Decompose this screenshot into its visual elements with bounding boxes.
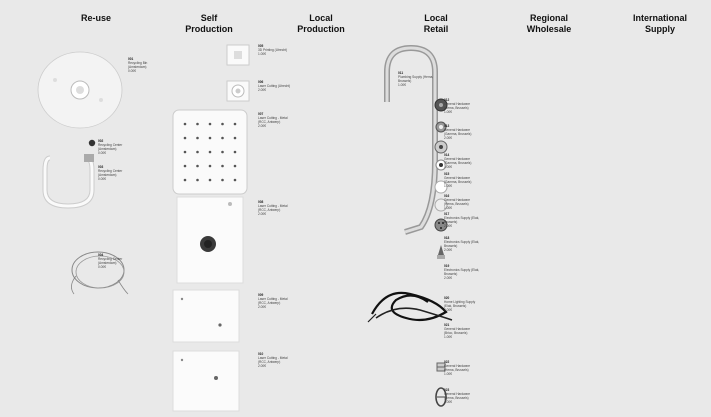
column-header-local-production: Local Production: [297, 13, 345, 34]
item-label: [98, 139, 134, 155]
item-description: General Hardware (Hema, Brussels): [444, 392, 471, 400]
item-label: [444, 323, 480, 339]
item-description: Laser Cutting - Metal (RCC, Antwerp): [258, 297, 288, 305]
column-header-international-supply: International Supply: [632, 13, 687, 34]
item-price: 2.00€: [444, 136, 452, 140]
self-perforated-plate-object: [172, 109, 248, 195]
self-small-plate-object: [226, 44, 250, 66]
item-label: [444, 98, 480, 114]
item-price: 2.00€: [444, 224, 452, 228]
column-header-self-production: Self Production: [185, 13, 233, 34]
item-price: 1.00€: [444, 184, 452, 188]
item-description: General Hardware (Brico, Brussels): [444, 327, 471, 335]
item-code: 015: [444, 172, 450, 176]
reuse-lamp-shade-object: [35, 50, 125, 130]
item-code: 011: [398, 71, 404, 75]
item-label: [444, 124, 480, 140]
item-code: 002: [98, 139, 104, 143]
item-code: 014: [444, 153, 450, 157]
item-description: General Hardware (Hema, Brussels): [444, 102, 471, 110]
item-code: 001: [128, 57, 134, 61]
reuse-u-bracket-object: [40, 150, 100, 212]
item-price: 0.00€: [98, 265, 106, 269]
self-long-plate-2-object: [172, 350, 240, 412]
item-code: 013: [444, 124, 450, 128]
item-code: 022: [444, 360, 450, 364]
item-price: 1.00€: [444, 335, 452, 339]
item-label: [128, 57, 164, 73]
item-code: 009: [258, 293, 264, 297]
item-label: [444, 153, 480, 169]
column-header-local-retail: Local Retail: [423, 13, 449, 34]
item-price: 1.00€: [444, 400, 452, 404]
item-price: 2.00€: [258, 88, 266, 92]
item-description: Recycling Center (Amsterdam): [98, 257, 123, 265]
item-code: 008: [258, 200, 264, 204]
self-long-plate-1-object: [172, 289, 240, 343]
item-description: Electronics Supply (Elak, Brussels): [444, 216, 480, 224]
self-plate-with-hole-object: [176, 196, 244, 284]
item-description: General Hardware (Gamma, Brussels): [444, 176, 472, 184]
retail-cable-bundle-object: [366, 284, 456, 326]
item-code: 005: [258, 44, 264, 48]
item-label: [444, 296, 480, 312]
item-description: General Hardware (Hema, Brussels): [444, 198, 471, 206]
item-description: Electronics Supply (Elak, Brussels): [444, 268, 480, 276]
item-label: [258, 112, 294, 128]
item-code: 010: [258, 352, 264, 356]
item-price: 2.00€: [258, 305, 266, 309]
item-code: 003: [98, 165, 104, 169]
item-price: 2.00€: [444, 248, 452, 252]
item-label: [258, 293, 294, 309]
item-description: Laser Cutting - Metal (RCC, Antwerp): [258, 356, 288, 364]
item-code: 012: [444, 98, 450, 102]
item-label: [444, 264, 480, 280]
item-code: 019: [444, 264, 450, 268]
item-code: 004: [98, 253, 104, 257]
item-price: 1.00€: [444, 165, 452, 169]
item-description: Recycling Center (Amsterdam): [98, 169, 123, 177]
item-code: 016: [444, 194, 450, 198]
item-price: 0.00€: [98, 151, 106, 155]
item-description: General Hardware (Hema, Brussels): [444, 364, 471, 372]
item-label: [258, 80, 294, 92]
item-price: 2.00€: [258, 124, 266, 128]
item-label: [444, 388, 480, 404]
item-code: 021: [444, 323, 450, 327]
item-price: 1.00€: [444, 206, 452, 210]
item-price: 1.00€: [444, 372, 452, 376]
item-label: [444, 194, 480, 210]
item-description: Electronics Supply (Elak, Brussels): [444, 240, 480, 248]
item-description: Recycling Center (Amsterdam): [98, 143, 123, 151]
item-label: [258, 200, 294, 216]
item-description: 3D Printing (Utrecht): [258, 48, 288, 52]
item-code: 023: [444, 388, 450, 392]
item-price: 1.00€: [258, 52, 266, 56]
item-label: [258, 352, 294, 368]
column-header-reuse: Re-use: [80, 13, 111, 23]
item-price: 1.00€: [444, 110, 452, 114]
item-label: [98, 253, 134, 269]
item-label: [444, 360, 480, 376]
item-description: Home Lighting Supply (Elak, Brussels): [444, 300, 476, 308]
reuse-small-knob-object: [88, 139, 96, 147]
item-description: General Hardware (Gamma, Brussels): [444, 128, 472, 136]
item-label: [444, 172, 480, 188]
item-description: Recycling Bin (Amsterdam): [128, 61, 148, 69]
item-code: 007: [258, 112, 264, 116]
item-code: 020: [444, 296, 450, 300]
item-price: 2.00€: [258, 364, 266, 368]
item-description: Plumbing Supply (Hema, Brussels): [398, 75, 434, 83]
item-label: [444, 236, 480, 252]
item-code: 018: [444, 236, 450, 240]
item-description: General Hardware (Gamma, Brussels): [444, 157, 472, 165]
item-code: 006: [258, 80, 264, 84]
item-price: 2.00€: [444, 276, 452, 280]
item-description: Laser Cutting - Metal (RCC, Antwerp): [258, 204, 288, 212]
item-description: Laser Cutting (Utrecht): [258, 84, 291, 88]
item-price: 1.00€: [398, 83, 406, 87]
item-code: 017: [444, 212, 450, 216]
column-header-regional-wholesale: Regional Wholesale: [526, 13, 572, 34]
item-description: Laser Cutting - Metal (RCC, Antwerp): [258, 116, 288, 124]
self-round-disc-object: [226, 80, 250, 102]
item-label: [444, 212, 480, 228]
item-price: 0.00€: [98, 177, 106, 181]
item-label: [398, 71, 434, 87]
item-price: 4.00€: [444, 308, 452, 312]
item-price: 2.00€: [258, 212, 266, 216]
item-label: [98, 165, 134, 181]
item-label: [258, 44, 294, 56]
item-price: 0.00€: [128, 69, 136, 73]
